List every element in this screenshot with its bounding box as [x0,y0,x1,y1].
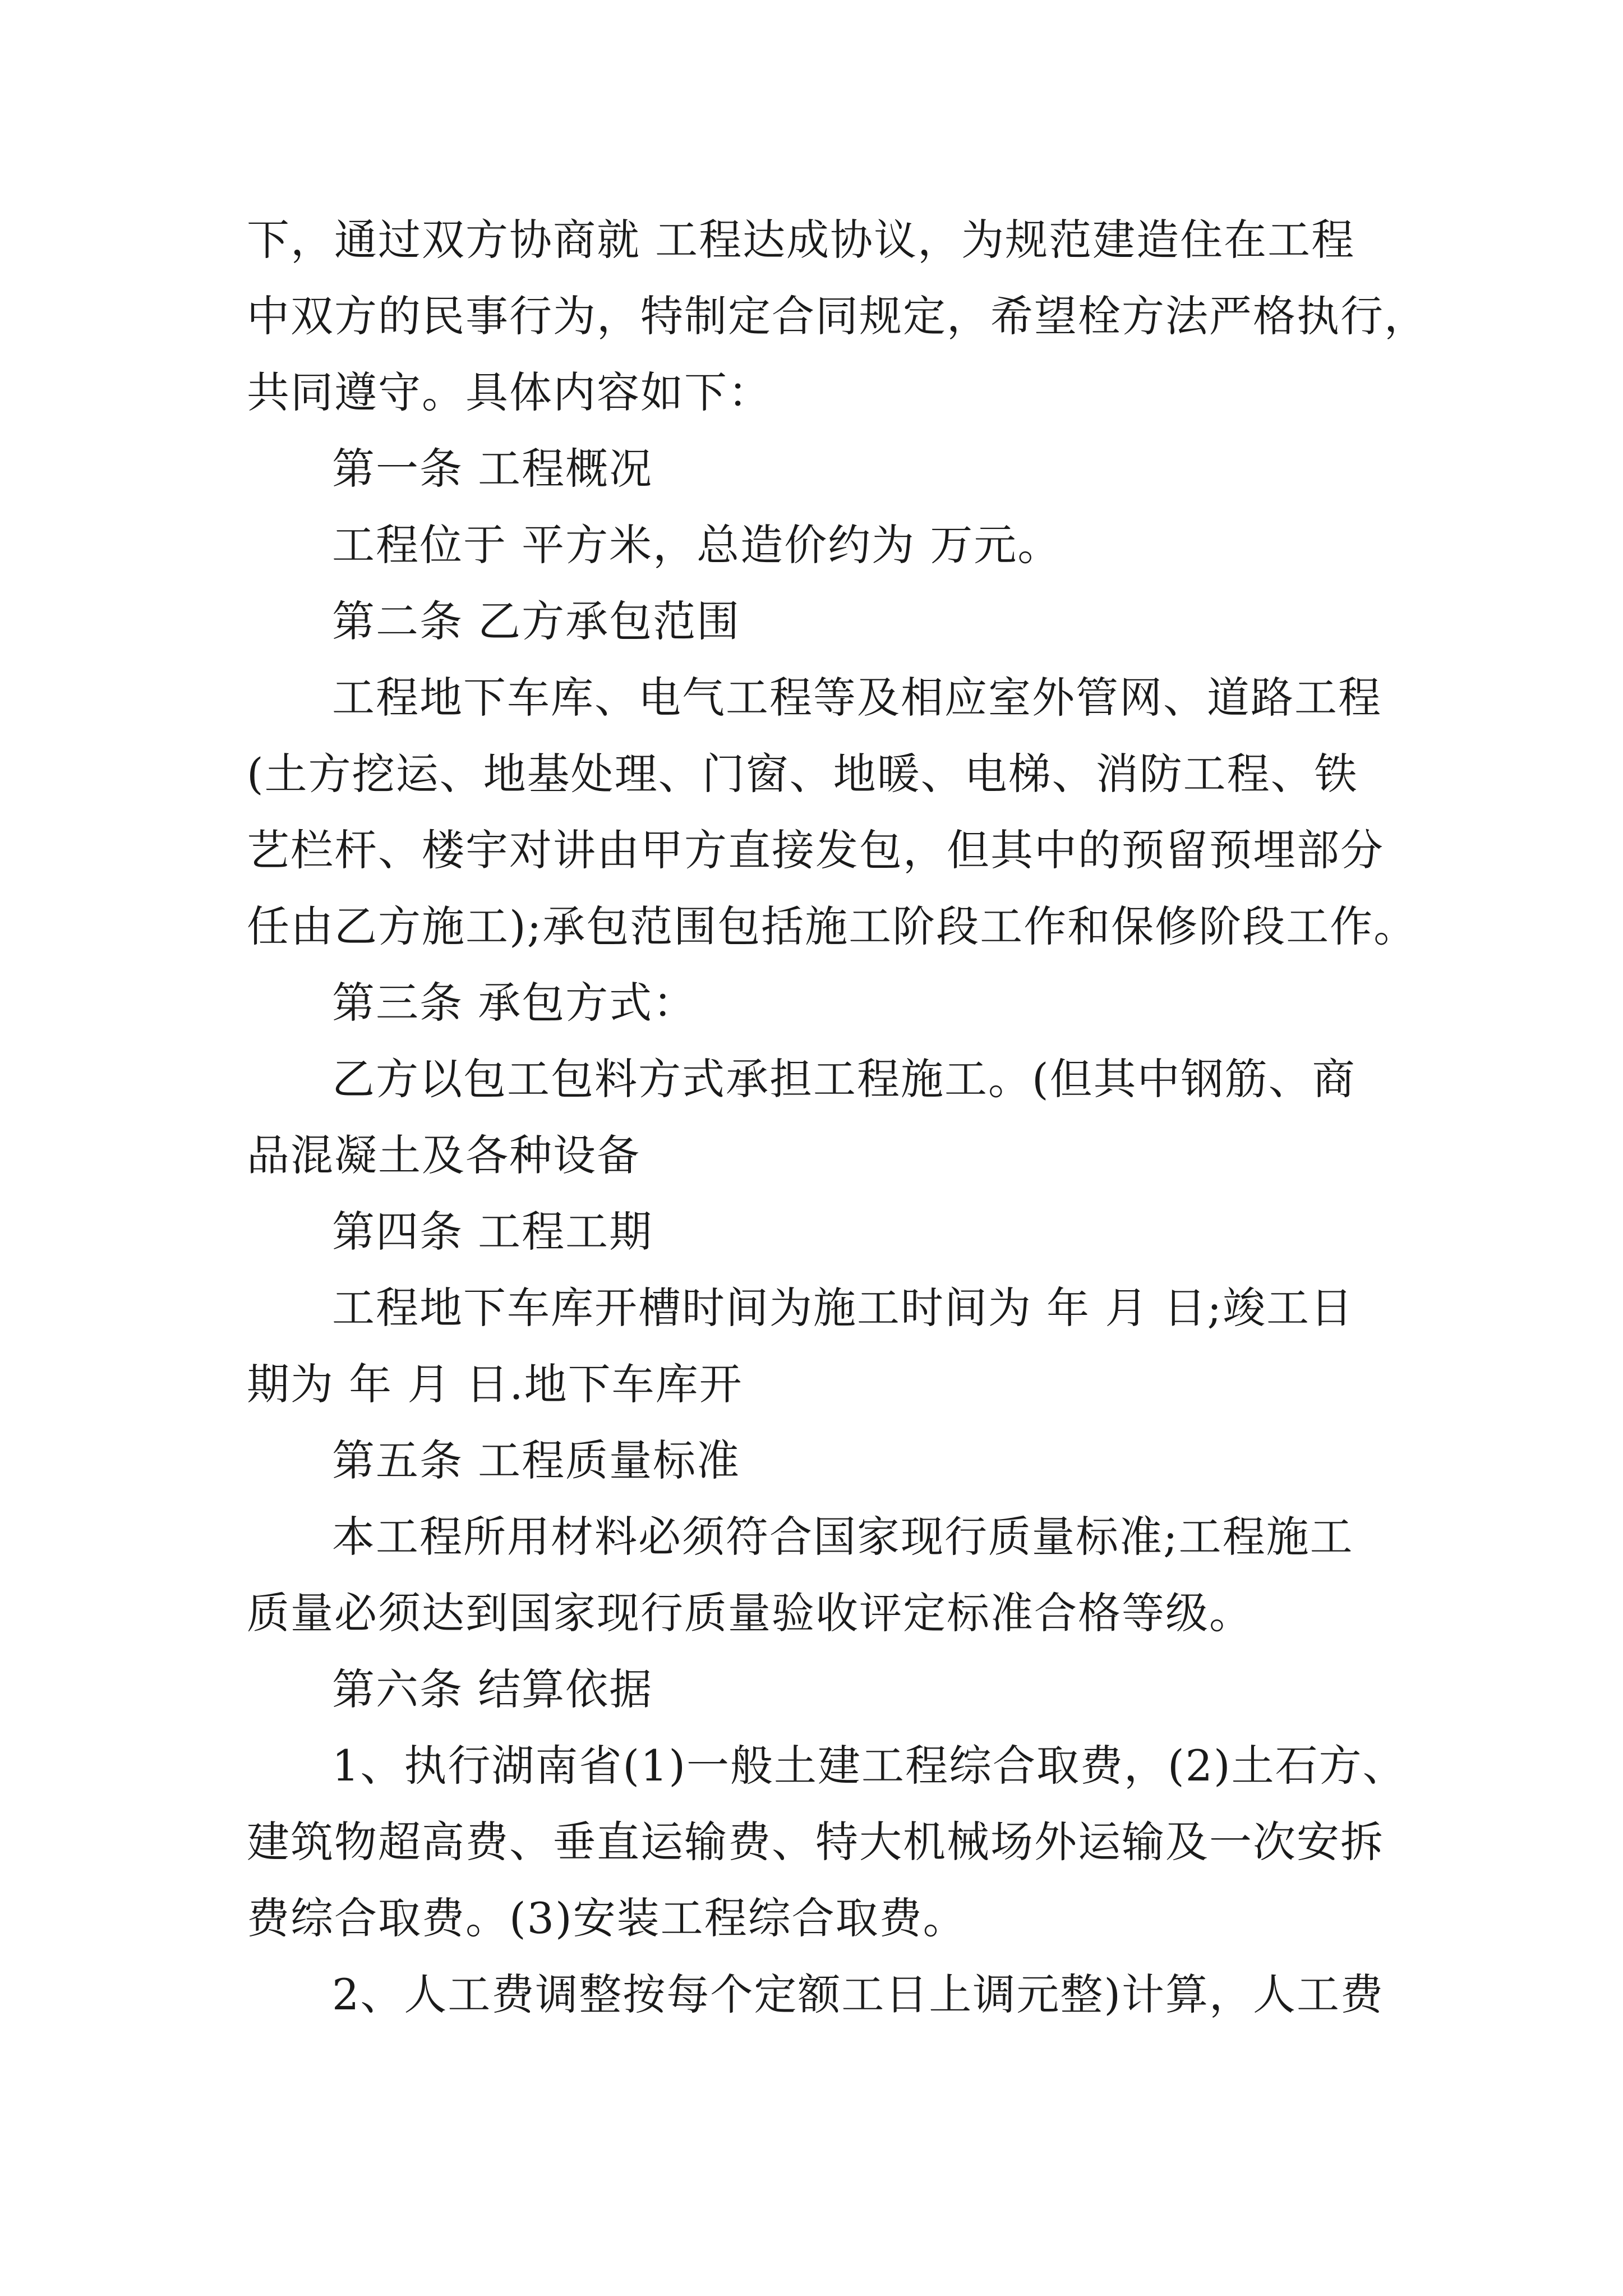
text-line: 工程位于 平方米，总造价约为 万元。 [332,520,1062,570]
article-heading: 第三条 承包方式： [332,978,697,1028]
text-line: 建筑物超高费、垂直运输费、特大机械场外运输及一次安拆 [247,1817,1384,1867]
text-line: 本工程所用材料必须符合国家现行质量标准;工程施工 [332,1512,1354,1562]
text-line: 任由乙方施工);承包范围包括施工阶段工作和保修阶段工作。 [247,901,1418,951]
article-heading: 第六条 结算依据 [332,1664,653,1714]
text-line: 工程地下车库开槽时间为施工时间为 年 月 日;竣工日 [332,1283,1354,1333]
text-line: 费综合取费。(3)安装工程综合取费。 [247,1893,967,1943]
text-line: 乙方以包工包料方式承担工程施工。(但其中钢筋、商 [332,1054,1356,1104]
article-heading: 第二条 乙方承包范围 [332,596,741,646]
text-line: 艺栏杆、楼宇对讲由甲方直接发包，但其中的预留预埋部分 [247,825,1384,875]
text-line: 2、人工费调整按每个定额工日上调元整)计算，人工费 [332,1970,1385,2019]
document-body [247,202,1428,2033]
text-line: 1、执行湖南省(1)一般土建工程综合取费，(2)土石方、 [332,1741,1407,1791]
text-line: (土方挖运、地基处理、门窗、地暖、电梯、消防工程、铁 [247,749,1358,799]
article-heading: 第五条 工程质量标准 [332,1435,741,1485]
text-line: 下，通过双方协商就 工程达成协议，为规范建造住在工程 [247,215,1355,265]
text-line: 质量必须达到国家现行质量验收评定标准合格等级。 [247,1588,1253,1638]
text-line: 工程地下车库、电气工程等及相应室外管网、道路工程 [332,673,1382,723]
article-heading: 第四条 工程工期 [332,1207,653,1257]
text-line: 共同遵守。具体内容如下： [247,367,772,417]
article-heading: 第一条 工程概况 [332,444,653,494]
text-line: 期为 年 月 日.地下车库开 [247,1359,743,1409]
text-line: 品混凝土及各种设备 [247,1130,640,1180]
text-line: 中双方的民事行为，特制定合同规定，希望栓方法严格执行， [247,291,1428,341]
